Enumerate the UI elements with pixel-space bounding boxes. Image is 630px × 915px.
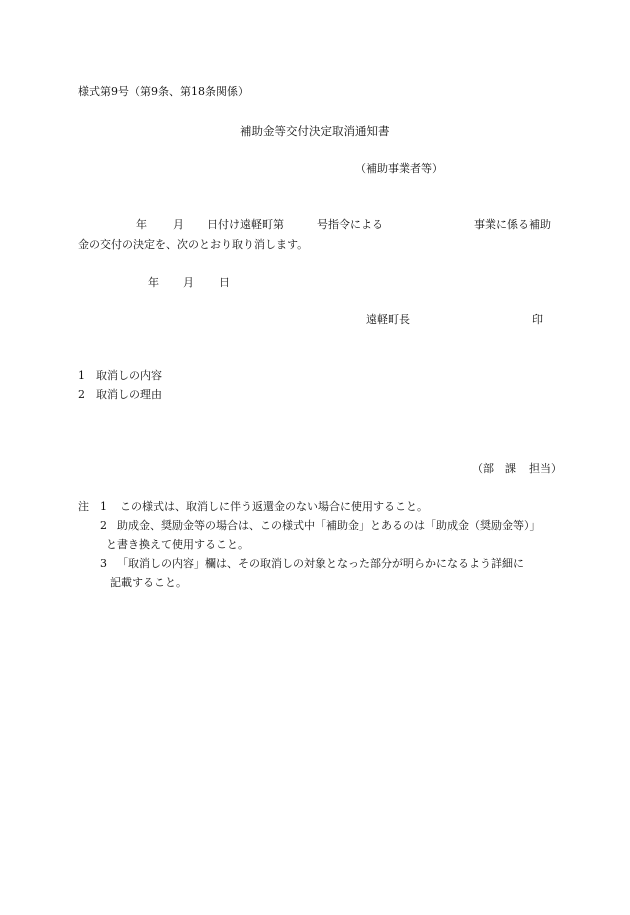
addressee: （補助事業者等） [355, 162, 443, 175]
item-1-number: 1 [78, 369, 85, 382]
issuer-name: 遠軽町長 [366, 313, 410, 326]
note-3-text: 「取消しの内容」欄は、その取消しの対象となった部分が明らかになるよう詳細に [117, 557, 524, 570]
date-month: 月 [183, 276, 194, 289]
note-2-text: 助成金、奨励金等の場合は、この様式中「補助金」とあるのは「助成金（奨励金等）」 [117, 519, 541, 532]
body-year: 年 [136, 218, 147, 231]
department-tanto: 担当） [529, 462, 562, 475]
department-ka: 課 [505, 462, 516, 475]
date-day: 日 [219, 276, 230, 289]
note-3-number: 3 [100, 557, 107, 570]
body-line-2: 金の交付の決定を、次のとおり取り消します。 [78, 238, 309, 251]
item-1-text: 取消しの内容 [96, 369, 162, 382]
body-directive: 号指令による [317, 218, 383, 231]
body-month: 月 [173, 218, 184, 231]
note-2-continuation: と書き換えて使用すること。 [106, 538, 249, 551]
seal-mark: 印 [532, 313, 543, 326]
department-open: （部 [472, 462, 494, 475]
document-title: 補助金等交付決定取消通知書 [240, 124, 390, 138]
date-year: 年 [148, 276, 159, 289]
item-2-number: 2 [78, 388, 85, 401]
note-1-number: 1 [100, 500, 107, 513]
note-1-text: この様式は、取消しに伴う返還金のない場合に使用すること。 [120, 500, 428, 513]
notes-label: 注 [78, 500, 89, 513]
form-number: 様式第9号（第9条、第18条関係） [78, 85, 249, 98]
item-2-text: 取消しの理由 [96, 388, 162, 401]
note-2-number: 2 [100, 519, 107, 532]
note-3-continuation: 記載すること。 [110, 576, 187, 589]
body-project: 事業に係る補助 [474, 218, 551, 231]
body-day-ref: 日付け遠軽町第 [207, 218, 284, 231]
